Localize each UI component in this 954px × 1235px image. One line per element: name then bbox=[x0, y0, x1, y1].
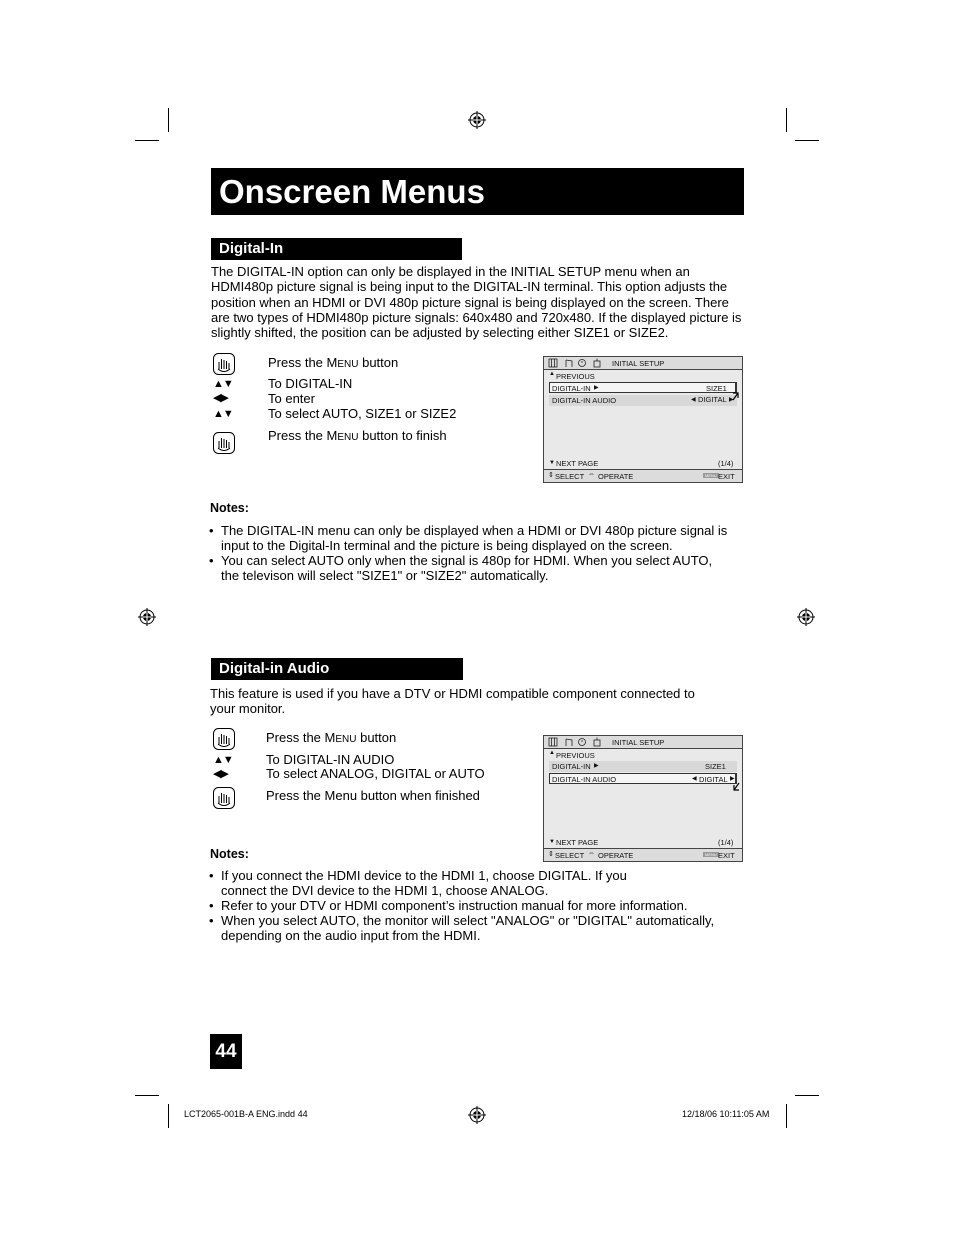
osd-header bbox=[544, 736, 742, 749]
registration-mark-icon bbox=[468, 111, 486, 129]
osd-row-digital-in bbox=[549, 761, 737, 772]
step-text-suffix: button to finish bbox=[358, 428, 447, 443]
osd-previous: PREVIOUS bbox=[556, 372, 595, 381]
osd-right-arrow-icon: ▶ bbox=[729, 397, 734, 403]
note-item bbox=[209, 868, 641, 898]
osd-row-value: DIGITAL bbox=[699, 775, 728, 784]
page-number: 44 bbox=[210, 1034, 242, 1069]
osd-next-arrow-icon: ▼ bbox=[549, 839, 555, 845]
osd-next-page: NEXT PAGE bbox=[556, 459, 599, 468]
step-press-menu bbox=[268, 355, 398, 372]
osd-cursor-icon bbox=[732, 781, 740, 791]
step-text-suffix: button bbox=[358, 355, 399, 370]
note-item bbox=[209, 898, 721, 913]
hand-press-icon bbox=[212, 352, 236, 376]
step-select-size: To select AUTO, SIZE1 or SIZE2 bbox=[268, 406, 457, 421]
osd-menu-key: MENU bbox=[705, 473, 717, 478]
step-text-smallcaps: ENU bbox=[335, 734, 357, 745]
osd-next-arrow-icon: ▼ bbox=[549, 460, 555, 466]
osd-operate-label: OPERATE bbox=[598, 472, 634, 481]
osd-row-label: DIGITAL-IN AUDIO bbox=[552, 396, 617, 405]
osd-row-label: DIGITAL-IN bbox=[552, 762, 591, 771]
osd-row-value: SIZE1 bbox=[705, 762, 726, 771]
notes-title: Notes: bbox=[210, 501, 249, 515]
hand-press-icon bbox=[212, 727, 236, 751]
osd-select-arrows-icon: ⇕ bbox=[548, 851, 554, 858]
note-text: The DIGITAL-IN menu can only be displayed when a HDMI or DVI 480p picture signal is input to the Digital-In terminal and the picture is being displayed on the screen. bbox=[221, 523, 728, 553]
osd-menu-screen bbox=[543, 735, 743, 862]
note-text: Refer to your DTV or HDMI component’s instruction manual for more information. bbox=[221, 898, 688, 913]
up-down-arrows-icon: ▲▼ bbox=[213, 408, 233, 420]
osd-previous-arrow-icon: ▲ bbox=[549, 750, 555, 756]
hand-press-icon bbox=[212, 431, 236, 455]
note-item bbox=[209, 523, 731, 553]
osd-menu-screen bbox=[543, 356, 743, 483]
footer-timestamp: 12/18/06 10:11:05 AM bbox=[682, 1109, 770, 1119]
osd-cursor-icon bbox=[732, 392, 740, 402]
osd-right-arrow-icon: ▶ bbox=[594, 385, 599, 391]
registration-mark-icon bbox=[797, 608, 815, 626]
bullet: • bbox=[209, 868, 214, 883]
osd-row-value: SIZE1 bbox=[706, 384, 727, 393]
osd-right-arrow-icon: ▶ bbox=[594, 763, 599, 769]
crop-mark-icon bbox=[795, 1095, 819, 1096]
crop-mark-icon bbox=[135, 140, 159, 141]
notes-title: Notes: bbox=[210, 847, 249, 861]
page-title: Onscreen Menus bbox=[211, 168, 744, 215]
step-to-enter: To enter bbox=[268, 391, 315, 406]
osd-row-label: DIGITAL-IN bbox=[552, 384, 591, 393]
osd-select-label: SELECT bbox=[555, 851, 585, 860]
osd-select-arrows-icon: ⇕ bbox=[548, 472, 554, 479]
crop-mark-icon bbox=[168, 108, 169, 132]
step-to-digital-in-audio: To DIGITAL-IN AUDIO bbox=[266, 752, 395, 767]
bullet: • bbox=[209, 553, 214, 568]
osd-row-label: DIGITAL-IN AUDIO bbox=[552, 775, 617, 784]
osd-operate-arrows-icon: ⇔ bbox=[588, 471, 595, 478]
osd-footer bbox=[544, 848, 742, 861]
osd-row-digital-in bbox=[549, 382, 737, 393]
crop-mark-icon bbox=[135, 1095, 159, 1096]
osd-select-label: SELECT bbox=[555, 472, 585, 481]
osd-menu-key: MENU bbox=[705, 852, 717, 857]
bullet: • bbox=[209, 913, 214, 928]
crop-mark-icon bbox=[168, 1104, 169, 1128]
section-heading-digital-in: Digital-In bbox=[211, 238, 462, 260]
osd-row-digital-in-audio bbox=[549, 395, 737, 406]
up-down-arrows-icon: ▲▼ bbox=[213, 754, 233, 766]
bullet: • bbox=[209, 898, 214, 913]
registration-mark-icon bbox=[468, 1106, 486, 1124]
osd-left-arrow-icon: ◀ bbox=[692, 776, 697, 782]
note-item bbox=[209, 913, 721, 943]
osd-row-digital-in-audio bbox=[549, 773, 737, 784]
osd-footer bbox=[544, 469, 742, 482]
step-press-menu-finish: Press the Menu button when finished bbox=[266, 788, 480, 803]
crop-mark-icon bbox=[786, 1104, 787, 1128]
left-right-arrows-icon: ◀▶ bbox=[213, 768, 228, 780]
step-text-smallcaps: ENU bbox=[337, 432, 359, 443]
osd-next-page: NEXT PAGE bbox=[556, 838, 599, 847]
osd-exit-label: EXIT bbox=[718, 851, 735, 860]
step-to-digital-in: To DIGITAL-IN bbox=[268, 376, 353, 391]
footer-file-info: LCT2065-001B-A ENG.indd 44 bbox=[184, 1109, 308, 1119]
step-text-prefix: Press the M bbox=[266, 730, 336, 745]
note-text: You can select AUTO only when the signal is 480p for HDMI. When you select AUTO, the televison will select "SIZE1" or "SIZE2" automatically. bbox=[221, 553, 713, 583]
step-text-smallcaps: ENU bbox=[337, 359, 359, 370]
step-text-prefix: Press the M bbox=[268, 428, 338, 443]
registration-mark-icon bbox=[138, 608, 156, 626]
hand-press-icon bbox=[212, 786, 236, 810]
note-text: When you select AUTO, the monitor will select "ANALOG" or "DIGITAL" automatically, depending on the audio input from the HDMI. bbox=[221, 913, 715, 943]
step-select-audio: To select ANALOG, DIGITAL or AUTO bbox=[266, 766, 485, 781]
osd-exit-label: EXIT bbox=[718, 472, 735, 481]
section-intro: This feature is used if you have a DTV or HDMI compatible component connected to your monitor. bbox=[210, 686, 695, 717]
osd-left-arrow-icon: ◀ bbox=[691, 397, 696, 403]
step-press-menu-finish bbox=[268, 428, 447, 445]
osd-tab-icons bbox=[548, 358, 608, 368]
crop-mark-icon bbox=[795, 140, 819, 141]
section-heading-digital-in-audio: Digital-in Audio bbox=[211, 658, 463, 680]
osd-page-count: (1/4) bbox=[718, 838, 734, 847]
osd-header bbox=[544, 357, 742, 370]
osd-tab-icons bbox=[548, 737, 608, 747]
osd-header-title: INITIAL SETUP bbox=[612, 359, 665, 368]
section-intro: The DIGITAL-IN option can only be displayed in the INITIAL SETUP menu when an HDMI480p picture signal is being input to the DIGITAL-IN terminal. This option adjusts the position when an HDMI or DVI 480p picture signal is being displayed on the screen. There are two types of HDMI480p picture signals: 640x480 and 720x480. If the displayed picture is slightly shifted, the position can be adjusted by selecting either SIZE1 or SIZE2. bbox=[211, 264, 742, 341]
note-text: If you connect the HDMI device to the HDMI 1, choose DIGITAL. If you connect the DVI device to the HDMI 1, choose ANALOG. bbox=[221, 868, 627, 898]
step-text-prefix: Press the M bbox=[268, 355, 338, 370]
osd-previous-arrow-icon: ▲ bbox=[549, 371, 555, 377]
bullet: • bbox=[209, 523, 214, 538]
osd-page-count: (1/4) bbox=[718, 459, 734, 468]
left-right-arrows-icon: ◀▶ bbox=[213, 392, 228, 404]
osd-operate-arrows-icon: ⇔ bbox=[588, 850, 595, 857]
step-press-menu bbox=[266, 730, 396, 747]
note-item bbox=[209, 553, 731, 583]
up-down-arrows-icon: ▲▼ bbox=[213, 378, 233, 390]
osd-previous: PREVIOUS bbox=[556, 751, 595, 760]
osd-operate-label: OPERATE bbox=[598, 851, 634, 860]
osd-header-title: INITIAL SETUP bbox=[612, 738, 665, 747]
osd-row-value: DIGITAL bbox=[698, 395, 727, 404]
osd-right-arrow-icon: ▶ bbox=[730, 776, 735, 782]
step-text-suffix: button bbox=[356, 730, 397, 745]
crop-mark-icon bbox=[786, 108, 787, 132]
